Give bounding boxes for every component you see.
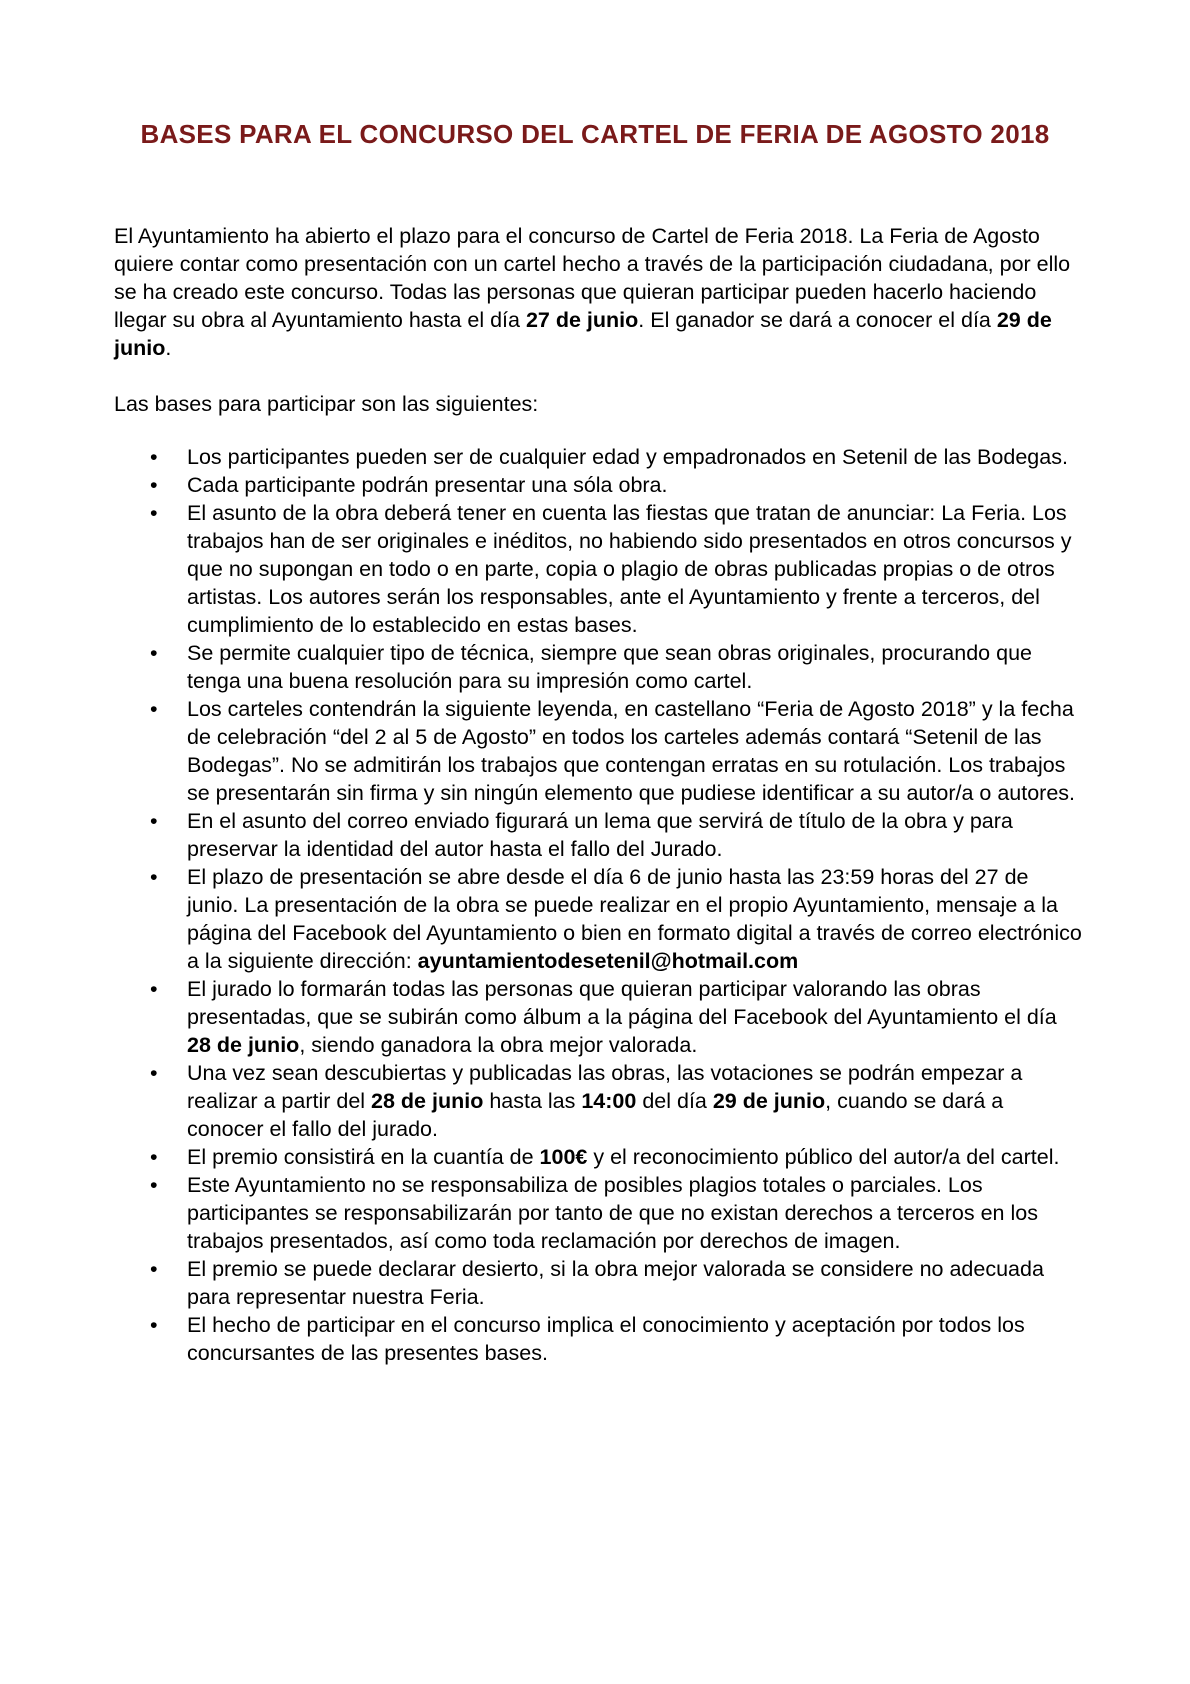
list-item (114, 499, 1084, 639)
bullet-icon: • (150, 1145, 158, 1169)
bold-text: 28 de junio (371, 1089, 484, 1113)
text-segment: Cada participante podrán presentar una sóla obra. (187, 473, 668, 497)
list-item (114, 1311, 1084, 1367)
bases-list (114, 443, 1084, 1367)
bullet-icon: • (150, 865, 158, 889)
list-item (114, 639, 1084, 695)
list-item (114, 1171, 1084, 1255)
bold-text: 27 de junio (525, 308, 639, 332)
page-title: BASES PARA EL CONCURSO DEL CARTEL DE FERIA DE AGOSTO 2018 (140, 119, 1050, 149)
text-segment: El jurado lo formarán todas las personas que quieran participar valorando las obras presentadas, que se subirán como álbum a la página del Facebook del Ayuntamiento el día (187, 977, 1057, 1029)
list-item (114, 807, 1084, 863)
list-item (114, 695, 1084, 807)
text-segment: Los carteles contendrán la siguiente leyenda, en castellano “Feria de Agosto 2018” y la fecha de celebración “del 2 al 5 de Agosto” en todos los carteles además contará “Setenil de las Bodegas”. No se admitirán los trabajos que contengan erratas en su rotulación. Los trabajos se presentarán sin firma y sin ningún elemento que pudiese identificar a su autor/a o autores. (187, 697, 1075, 805)
text-segment: . El ganador se dará a conocer el día (638, 308, 997, 332)
bold-text: 29 de junio (114, 308, 1052, 360)
text-segment: Los participantes pueden ser de cualquier edad y empadronados en Setenil de las Bodegas. (187, 445, 1068, 469)
bullet-icon: • (150, 445, 158, 469)
text-segment: hasta las (483, 1089, 582, 1113)
bullet-icon: • (150, 1173, 158, 1197)
bases-lead-text: Las bases para participar son las siguientes: (114, 392, 539, 416)
text-segment: . (165, 336, 172, 360)
text-segment: Una vez sean descubiertas y publicadas las obras, las votaciones se podrán empezar a realizar a partir del (187, 1061, 1023, 1113)
bold-text: ayuntamientodesetenil@hotmail.com (417, 949, 799, 973)
bold-text: 28 de junio (187, 1033, 300, 1057)
text-segment: El premio se puede declarar desierto, si la obra mejor valorada se considere no adecuada para representar nuestra Feria. (187, 1257, 1044, 1309)
text-segment: del día (636, 1089, 713, 1113)
bold-text: 14:00 (581, 1089, 637, 1113)
bullet-icon: • (150, 1257, 158, 1281)
text-segment: y el reconocimiento público del autor/a del cartel. (587, 1145, 1060, 1169)
list-item (114, 863, 1084, 975)
list-item (114, 1143, 1084, 1171)
list-item (114, 1255, 1084, 1311)
bullet-icon: • (150, 641, 158, 665)
bullet-icon: • (150, 809, 158, 833)
text-segment: El Ayuntamiento ha abierto el plazo para el concurso de Cartel de Feria 2018. La Feria de Agosto quiere contar como presentación con un cartel hecho a través de la participación ciudadana, por ello se ha creado este concurso. Todas las personas que quieran participar pueden hacerlo haciendo llegar su obra al Ayuntamiento hasta el día (114, 224, 1071, 332)
bullet-icon: • (150, 977, 158, 1001)
bullet-icon: • (150, 473, 158, 497)
text-segment: Este Ayuntamiento no se responsabiliza de posibles plagios totales o parciales. Los participantes se responsabilizarán por tanto de que no existan derechos a terceros en los trabajos presentados, así como toda reclamación por derechos de imagen. (187, 1173, 1038, 1253)
text-segment: El hecho de participar en el concurso implica el conocimiento y aceptación por todos los concursantes de las presentes bases. (187, 1313, 1025, 1365)
list-item (114, 443, 1084, 471)
bullet-icon: • (150, 501, 158, 525)
text-segment: En el asunto del correo enviado figurará un lema que servirá de título de la obra y para preservar la identidad del autor hasta el fallo del Jurado. (187, 809, 1013, 861)
intro-paragraph (114, 222, 1074, 362)
text-segment: Se permite cualquier tipo de técnica, siempre que sean obras originales, procurando que tenga una buena resolución para su impresión como cartel. (187, 641, 1032, 693)
list-item (114, 975, 1084, 1059)
text-segment: El plazo de presentación se abre desde el día 6 de junio hasta las 23:59 horas del 27 de junio. La presentación de la obra se puede realizar en el propio Ayuntamiento, mensaje a la página del Facebook del Ayuntamiento o bien en formato digital a través de correo electrónico a la siguiente dirección: (187, 865, 1082, 973)
text-segment: El premio consistirá en la cuantía de (187, 1145, 540, 1169)
text-segment: , siendo ganadora la obra mejor valorada. (299, 1033, 698, 1057)
list-item (114, 1059, 1084, 1143)
list-item (114, 471, 1084, 499)
bullet-icon: • (150, 697, 158, 721)
text-segment: , cuando se dará a conocer el fallo del jurado. (187, 1089, 1004, 1141)
bullet-icon: • (150, 1061, 158, 1085)
bullet-icon: • (150, 1313, 158, 1337)
bold-text: 29 de junio (712, 1089, 826, 1113)
bold-text: 100€ (539, 1145, 588, 1169)
text-segment: El asunto de la obra deberá tener en cuenta las fiestas que tratan de anunciar: La Feria. Los trabajos han de ser originales e inéditos, no habiendo sido presentados en otros concursos y que no supongan en todo o en parte, copia o plagio de obras publicadas propias o de otros artistas. Los autores serán los responsables, ante el Ayuntamiento y frente a terceros, del cumplimiento de lo establecido en estas bases. (187, 501, 1072, 637)
